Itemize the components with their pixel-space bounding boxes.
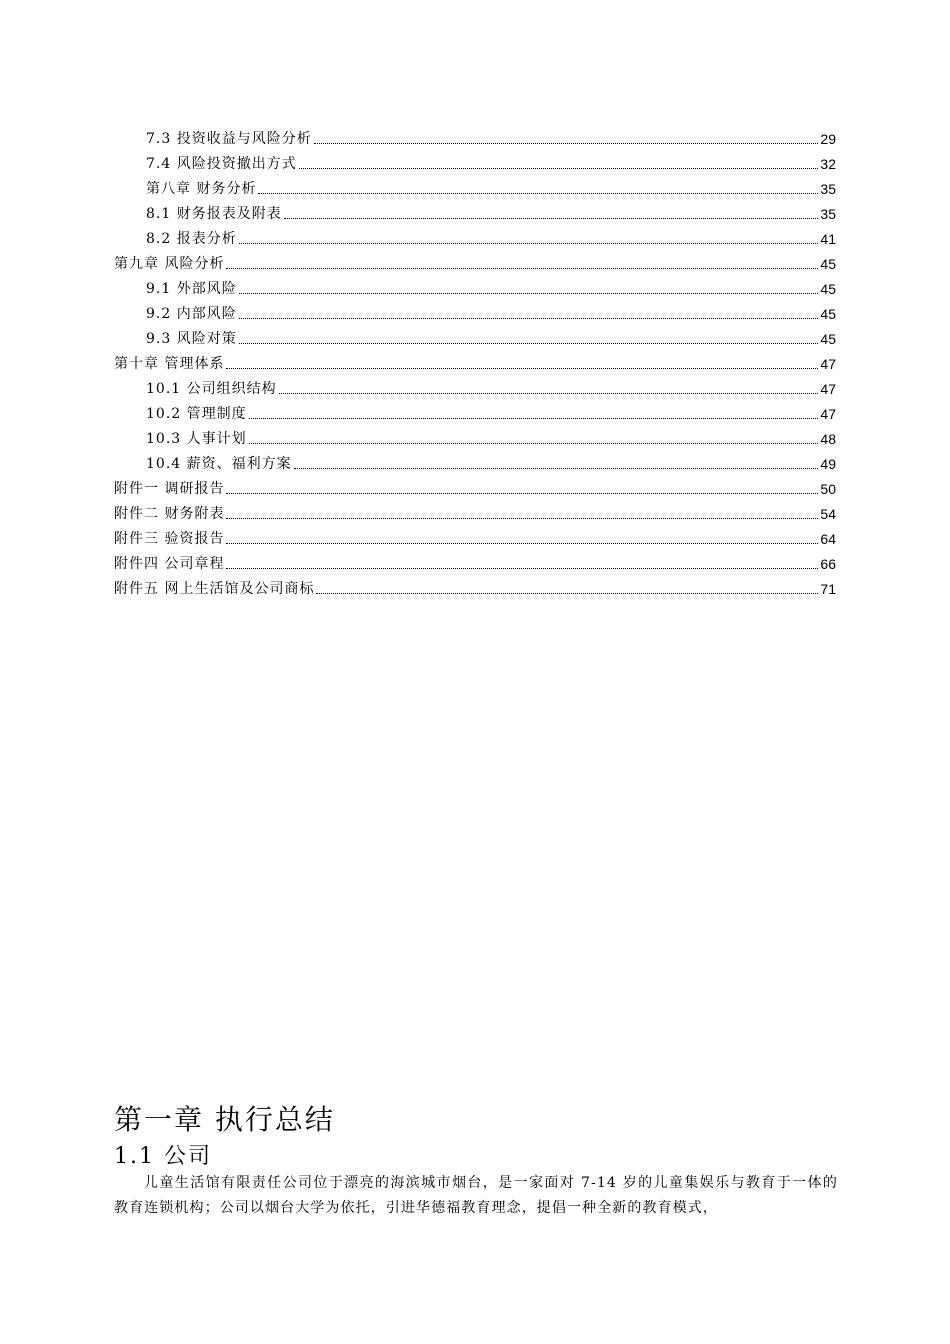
toc-leader-dots — [249, 417, 819, 419]
toc-entry-label: 8.2 报表分析 — [146, 231, 237, 247]
toc-entry-label: 第八章 财务分析 — [146, 181, 257, 197]
toc-leader-dots — [226, 267, 818, 269]
toc-leader-dots — [226, 542, 818, 544]
toc-entry[interactable] — [146, 451, 836, 473]
toc-leader-dots — [226, 567, 818, 569]
toc-entry-label: 10.4 薪资、福利方案 — [146, 456, 292, 472]
toc-entry[interactable] — [114, 576, 836, 598]
toc-leader-dots — [299, 167, 819, 169]
body-paragraph: 儿童生活馆有限责任公司位于漂亮的海滨城市烟台，是一家面对 7-14 岁的儿童集娱乐与教育于一体的教育连锁机构；公司以烟台大学为依托，引进华德福教育理念，提倡一种全新的教育模式， — [114, 1175, 838, 1216]
toc-entry-label: 10.2 管理制度 — [146, 406, 247, 422]
toc-entry-page: 49 — [820, 456, 836, 472]
section-heading: 1.1 公司 — [114, 1144, 212, 1169]
toc-leader-dots — [279, 392, 819, 394]
toc-entry-label: 10.1 公司组织结构 — [146, 381, 277, 397]
toc-entry-label: 10.3 人事计划 — [146, 431, 247, 447]
toc-entry[interactable] — [146, 276, 836, 298]
toc-entry[interactable] — [146, 326, 836, 348]
toc-leader-dots — [284, 217, 819, 219]
toc-entry-label: 8.1 财务报表及附表 — [146, 206, 282, 222]
toc-leader-dots — [316, 592, 818, 594]
toc-entry-label: 附件五 网上生活馆及公司商标 — [114, 581, 315, 597]
toc-entry[interactable] — [146, 376, 836, 398]
toc-entry-page: 29 — [820, 131, 836, 147]
toc-entry-page: 47 — [820, 406, 836, 422]
toc-entry[interactable] — [114, 501, 836, 523]
toc-entry-page: 71 — [820, 581, 836, 597]
toc-entry[interactable] — [114, 251, 836, 273]
toc-entry[interactable] — [114, 476, 836, 498]
toc-entry-label: 7.3 投资收益与风险分析 — [146, 131, 312, 147]
toc-leader-dots — [226, 367, 818, 369]
toc-entry-label: 9.2 内部风险 — [146, 306, 237, 322]
toc-entry[interactable] — [146, 126, 836, 148]
toc-leader-dots — [239, 292, 819, 294]
toc-leader-dots — [239, 342, 819, 344]
toc-entry[interactable] — [146, 201, 836, 223]
toc-entry-page: 45 — [820, 281, 836, 297]
toc-entry-page: 54 — [820, 506, 836, 522]
toc-leader-dots — [239, 317, 819, 319]
toc-entry[interactable] — [146, 301, 836, 323]
toc-entry-label: 附件一 调研报告 — [114, 481, 225, 497]
toc-entry-page: 32 — [820, 156, 836, 172]
toc-leader-dots — [226, 517, 818, 519]
toc-leader-dots — [258, 192, 818, 194]
toc-leader-dots — [249, 442, 819, 444]
toc-leader-dots — [226, 492, 818, 494]
toc-entry-page: 66 — [820, 556, 836, 572]
toc-entry[interactable] — [114, 526, 836, 548]
toc-entry-label: 第十章 管理体系 — [114, 356, 225, 372]
toc-entry-page: 41 — [820, 231, 836, 247]
toc-leader-dots — [314, 142, 819, 144]
toc-entry-page: 45 — [820, 256, 836, 272]
toc-entry[interactable] — [146, 151, 836, 173]
toc-entry-page: 50 — [820, 481, 836, 497]
toc-entry[interactable] — [114, 551, 836, 573]
toc-leader-dots — [294, 467, 819, 469]
toc-entry-page: 35 — [820, 206, 836, 222]
toc-entry-label: 附件二 财务附表 — [114, 506, 225, 522]
toc-leader-dots — [239, 242, 819, 244]
toc-entry-label: 9.1 外部风险 — [146, 281, 237, 297]
toc-entry[interactable] — [146, 426, 836, 448]
toc-entry-label: 9.3 风险对策 — [146, 331, 237, 347]
toc-entry-page: 48 — [820, 431, 836, 447]
toc-entry[interactable] — [146, 176, 836, 198]
toc-entry[interactable] — [114, 351, 836, 373]
toc-entry-page: 45 — [820, 306, 836, 322]
toc-entry-label: 7.4 风险投资撤出方式 — [146, 156, 297, 172]
chapter-heading: 第一章 执行总结 — [114, 1103, 335, 1136]
toc-entry[interactable] — [146, 226, 836, 248]
toc-entry[interactable] — [146, 401, 836, 423]
toc-entry-label: 附件三 验资报告 — [114, 531, 225, 547]
toc-entry-label: 第九章 风险分析 — [114, 256, 225, 272]
toc-entry-page: 45 — [820, 331, 836, 347]
toc-entry-page: 47 — [820, 381, 836, 397]
toc-entry-label: 附件四 公司章程 — [114, 556, 225, 572]
toc-entry-page: 64 — [820, 531, 836, 547]
toc-entry-page: 35 — [820, 181, 836, 197]
toc-entry-page: 47 — [820, 356, 836, 372]
